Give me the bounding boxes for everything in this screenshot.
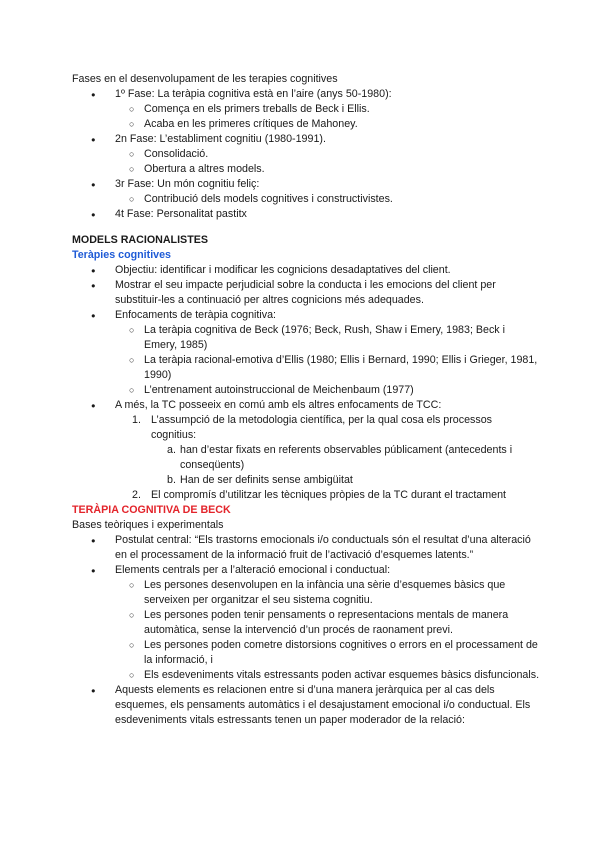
sub-list-item: ○ Les persones poden tenir pensaments o representacions mentals de manera automàtica, sense la intervenció d’un procés de raonament previ. (72, 608, 540, 638)
list-item (72, 533, 540, 563)
list-item (72, 683, 540, 728)
beck-subtitle: Bases teòriques i experimentals (72, 519, 224, 531)
list-item (72, 308, 540, 398)
sub-list-item: ○ Comença en els primers treballs de Beck i Ellis. (72, 102, 540, 117)
fases-title: Fases en el desenvolupament de les terapies cognitives (72, 73, 338, 85)
list-item-text: Elements centrals per a l’alteració emocional i conductual: (115, 564, 391, 576)
sub-list-item: ○ Contribució dels models cognitives i constructivistes. (72, 192, 540, 207)
models-list (72, 263, 540, 503)
list-item-text: Objectiu: identificar i modificar les cognicions desadaptatives del client. (115, 264, 451, 276)
sub-list (115, 147, 540, 177)
list-item (72, 563, 540, 683)
sub-list (115, 102, 540, 132)
list-item-text: 1º Fase: La teràpia cognitiva està en l’aire (anys 50-1980): (115, 88, 392, 100)
sub-list-item: ○ Obertura a altres models. (72, 162, 540, 177)
list-item-text: Aquests elements es relacionen entre si d’una manera jeràrquica per al cas dels esquemes, els pensaments automàtics i el desajustament emocional i/o conductual. Els esdeveniments vitals estressants tenen un paper moderador de la relació: (115, 684, 531, 726)
subheading-terapies: Teràpies cognitives (72, 249, 171, 261)
list-item-text: Postulat central: “Els trastorns emocionals i/o conductuals són el resultat d’una alteració en el processament de la informació fruit de l’activació d’esquemes latents.” (115, 534, 531, 561)
item-letter: a. (167, 444, 176, 456)
lettered-item (72, 443, 540, 473)
lettered-item-text: Han de ser definits sense ambigüitat (180, 474, 353, 486)
sub-list-item: ○ Consolidació. (72, 147, 540, 162)
item-number: 2. (132, 489, 141, 501)
section-heading-models: MODELS RACIONALISTES (72, 234, 208, 246)
sub-list (115, 578, 540, 683)
list-item-text: Enfocaments de teràpia cognitiva: (115, 309, 277, 321)
numbered-item-text: El compromís d’utilitzar les tècniques pròpies de la TC durant el tractament (151, 489, 507, 501)
lettered-list (151, 443, 540, 488)
item-number: 1. (132, 414, 141, 426)
fases-list (72, 87, 540, 222)
list-item-text: 2n Fase: L’establiment cognitiu (1980-1991). (115, 133, 326, 145)
lettered-item-text: han d’estar fixats en referents observables públicament (antecedents i conseqüents) (180, 444, 513, 471)
list-item (72, 278, 540, 308)
list-item-text: A més, la TC posseeix en comú amb els altres enfocaments de TCC: (115, 399, 442, 411)
sub-list-item: ○ Acaba en les primeres crítiques de Mahoney. (72, 117, 540, 132)
sub-list-item: ○ La teràpia racional-emotiva d’Ellis (1980; Ellis i Bernard, 1990; Ellis i Grieger, 1981, 1990) (72, 353, 540, 383)
lettered-item (72, 473, 540, 488)
list-item (72, 87, 540, 132)
sub-list-item: ○ L’entrenament autoinstruccional de Meichenbaum (1977) (72, 383, 540, 398)
list-item-text: Mostrar el seu impacte perjudicial sobre la conducta i les emocions del client per substituir-les a continuació per altres cognicions més adequades. (115, 279, 496, 306)
list-item (72, 132, 540, 177)
list-item-text: 3r Fase: Un món cognitiu feliç: (115, 178, 260, 190)
numbered-item-text: L’assumpció de la metodologia científica, per la qual cosa els processos cognitius: (151, 414, 493, 441)
list-item (72, 177, 540, 207)
list-item (72, 398, 540, 503)
list-item (72, 263, 540, 278)
item-letter: b. (167, 474, 176, 486)
sub-list-item: ○ Els esdeveniments vitals estressants poden activar esquemes bàsics disfuncionals. (72, 668, 540, 683)
sub-list-item: ○ La teràpia cognitiva de Beck (1976; Beck, Rush, Shaw i Emery, 1983; Beck i Emery, 1985) (72, 323, 540, 353)
numbered-item (72, 488, 540, 503)
beck-list (72, 533, 540, 728)
section-heading-beck: TERÀPIA COGNITIVA DE BECK (72, 504, 231, 516)
list-item-text: 4t Fase: Personalitat pastitx (115, 208, 247, 220)
numbered-list (115, 413, 540, 503)
sub-list (115, 323, 540, 398)
list-item (72, 207, 540, 222)
sub-list-item: ○ Les persones desenvolupen en la infància una sèrie d’esquemes bàsics que serveixen per organitzar el seu sistema cognitiu. (72, 578, 540, 608)
sub-list (115, 192, 540, 207)
numbered-item (72, 413, 540, 488)
sub-list-item: ○ Les persones poden cometre distorsions cognitives o errors en el processament de la informació, i (72, 638, 540, 668)
